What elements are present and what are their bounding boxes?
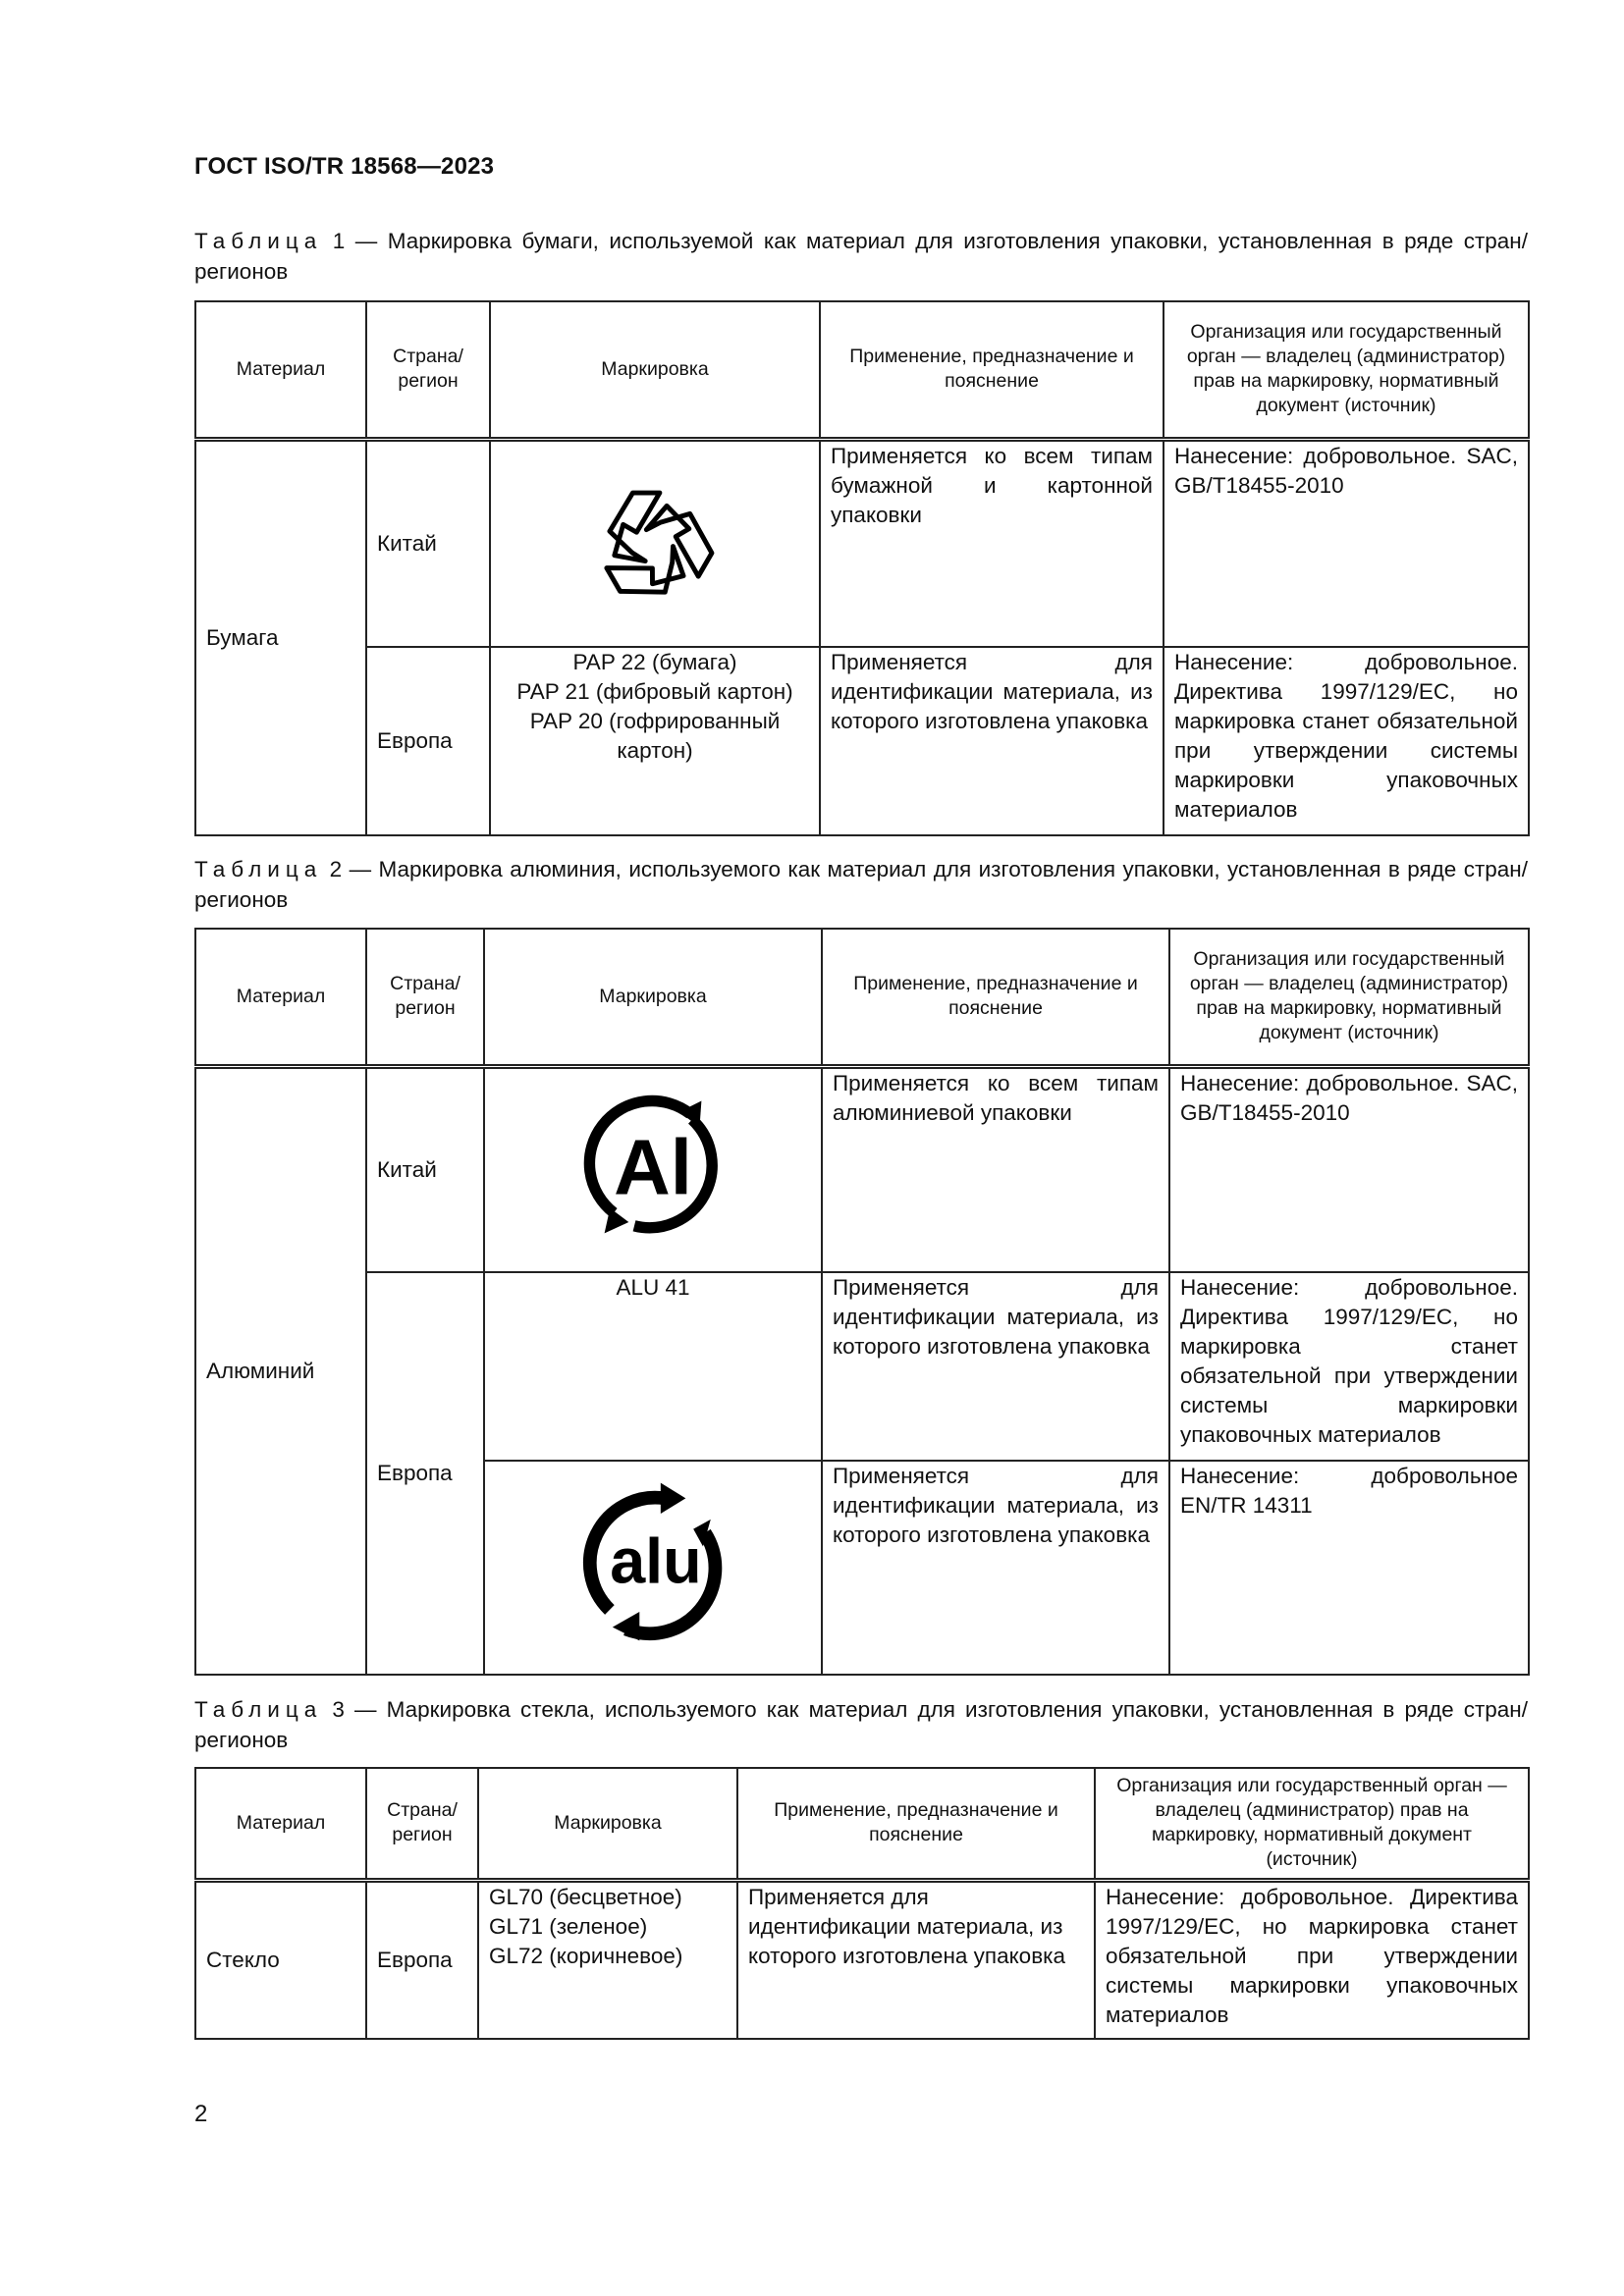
application-cell: Применяется ко всем типам алюминиевой упаковки (822, 1066, 1169, 1272)
col-marking: Маркировка (490, 301, 820, 439)
marking-cell (484, 1461, 822, 1675)
table-row (195, 647, 1529, 835)
table3-caption-label: Таблица (194, 1697, 323, 1722)
marking-line: GL70 (бесцветное) (489, 1884, 682, 1909)
material-cell: Бумага (195, 439, 366, 835)
aluminium-symbol-text: Al (614, 1123, 692, 1210)
col-organization: Организация или государственный орган — владелец (администратор) прав на маркировку, нормативный документ (источник) (1164, 301, 1529, 439)
table3-caption-text: 3 — Маркировка стекла, используемого как материал для изготовления упаковки, установленная в ряде стран/регионов (194, 1697, 1528, 1752)
table2-caption-label: Таблица (194, 857, 323, 881)
col-country: Страна/ регион (366, 929, 484, 1066)
table2-aluminium-marking (194, 928, 1530, 1676)
organization-cell: Нанесение: добровольное. SAC, GB/T18455-2010 (1169, 1066, 1529, 1272)
col-application: Применение, предназначение и пояснение (822, 929, 1169, 1066)
table-row (195, 439, 1529, 647)
application-cell: Применяется для идентификации материала, из которого изготовлена упаковка (822, 1461, 1169, 1675)
col-organization: Организация или государственный орган — владелец (администратор) прав на маркировку, нормативный документ (источник) (1095, 1768, 1529, 1880)
marking-line: PAP 21 (фибровый картон) (516, 679, 793, 704)
marking-cell: ALU 41 (484, 1272, 822, 1461)
col-marking: Маркировка (478, 1768, 737, 1880)
marking-cell (478, 1880, 737, 2039)
marking-cell (484, 1066, 822, 1272)
table-row (195, 1066, 1529, 1272)
table-row (195, 1272, 1529, 1461)
table3-caption (194, 1694, 1528, 1755)
marking-line: GL72 (коричневое) (489, 1943, 683, 1968)
marking-line: PAP 20 (гофрированный картон) (529, 709, 781, 763)
col-material: Материал (195, 301, 366, 439)
organization-cell: Нанесение: добровольное. Директива 1997/129/EC, но маркировка станет обязательной при утверждении системы маркировки упаковочных материалов (1164, 647, 1529, 835)
country-cell: Европа (366, 1272, 484, 1675)
organization-cell: Нанесение: добровольное EN/TR 14311 (1169, 1461, 1529, 1675)
country-cell: Китай (366, 439, 490, 647)
table3-glass-marking (194, 1767, 1530, 2040)
table1-header-row (195, 301, 1529, 439)
country-cell: Европа (366, 647, 490, 835)
table1-paper-marking (194, 300, 1530, 836)
document-header: ГОСТ ISO/TR 18568—2023 (194, 153, 495, 180)
table3-header-row (195, 1768, 1529, 1880)
marking-cell (490, 647, 820, 835)
table1-caption (194, 226, 1528, 287)
application-cell: Применяется для идентификации материала, из которого изготовлена упаковка (737, 1880, 1095, 2039)
application-cell: Применяется для идентификации материала, из которого изготовлена упаковка (820, 647, 1164, 835)
marking-cell (490, 439, 820, 647)
marking-line: GL71 (зеленое) (489, 1913, 648, 1939)
table2-header-row (195, 929, 1529, 1066)
material-cell: Стекло (195, 1880, 366, 2039)
col-application: Применение, предназначение и пояснение (737, 1768, 1095, 1880)
marking-line: PAP 22 (бумага) (572, 650, 737, 674)
col-marking: Маркировка (484, 929, 822, 1066)
recycle-icon (559, 446, 751, 638)
col-material: Материал (195, 1768, 366, 1880)
col-country: Страна/ регион (366, 301, 490, 439)
table2-caption (194, 854, 1528, 915)
material-cell: Алюминий (195, 1066, 366, 1675)
col-organization: Организация или государственный орган — владелец (администратор) прав на маркировку, нормативный документ (источник) (1169, 929, 1529, 1066)
organization-cell: Нанесение: добровольное. Директива 1997/129/EC, но маркировка станет обязательной при утверждении системы маркировки упаковочных материалов (1169, 1272, 1529, 1461)
aluminium-recycle-icon (560, 1073, 746, 1259)
alu-symbol-text: alu (610, 1524, 702, 1597)
application-cell: Применяется для идентификации материала, из которого изготовлена упаковка (822, 1272, 1169, 1461)
col-material: Материал (195, 929, 366, 1066)
country-cell: Китай (366, 1066, 484, 1272)
table2-caption-text: 2 — Маркировка алюминия, используемого как материал для изготовления упаковки, установленная в ряде стран/регионов (194, 857, 1528, 912)
col-application: Применение, предназначение и пояснение (820, 301, 1164, 439)
alu-recycle-icon (555, 1466, 751, 1658)
table1-caption-label: Таблица (194, 229, 323, 253)
page-number: 2 (194, 2101, 208, 2127)
country-cell: Европа (366, 1880, 478, 2039)
col-country: Страна/ регион (366, 1768, 478, 1880)
table1-caption-text: 1 — Маркировка бумаги, используемой как материал для изготовления упаковки, установленная в ряде стран/регионов (194, 229, 1528, 284)
organization-cell: Нанесение: добровольное. SAC, GB/T18455-2010 (1164, 439, 1529, 647)
table-row (195, 1880, 1529, 2039)
organization-cell: Нанесение: добровольное. Директива 1997/129/EC, но маркировка станет обязательной при утверждении системы маркировки упаковочных материалов (1095, 1880, 1529, 2039)
application-cell: Применяется ко всем типам бумажной и картонной упаковки (820, 439, 1164, 647)
